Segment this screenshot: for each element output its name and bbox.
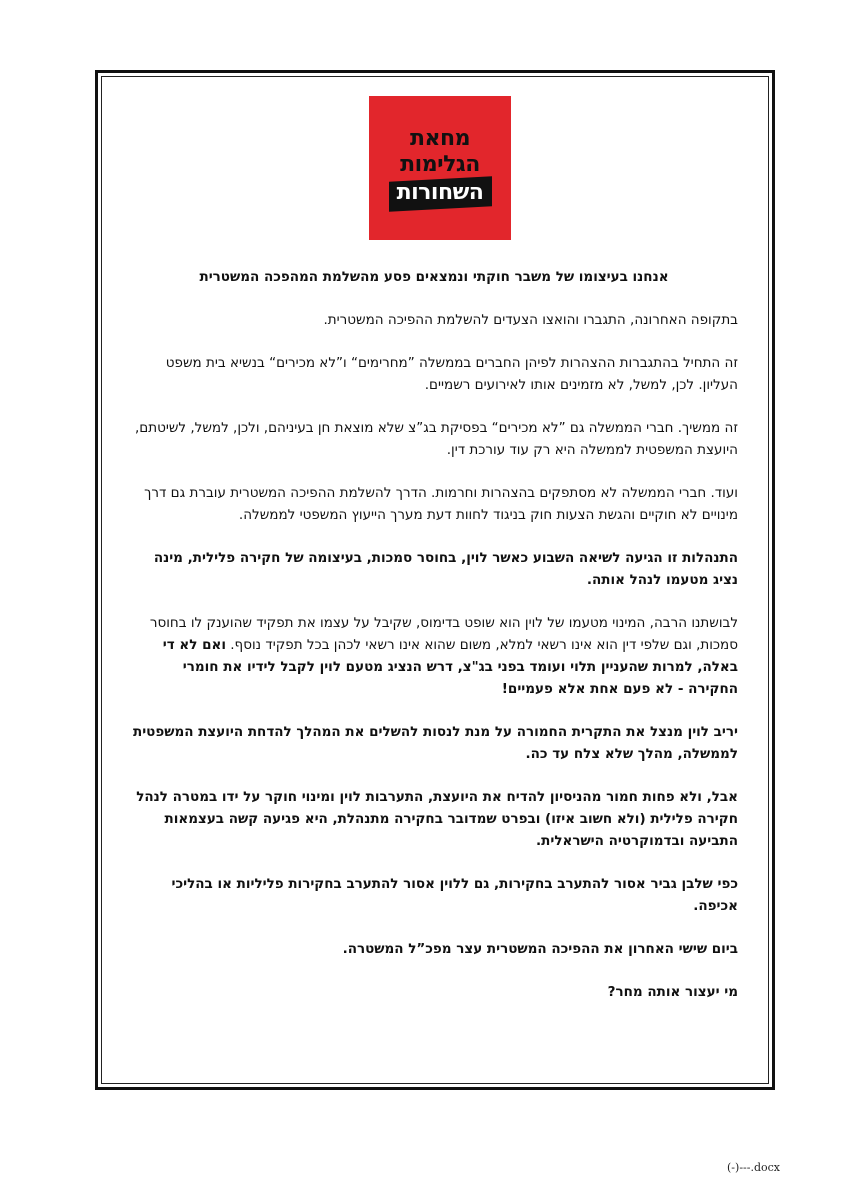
paragraph-2: זה התחיל בהתגברות ההצהרות לפיהן החברים בממשלה ”מחרימים“ ו”לא מכירים“ בנשיא בית משפט העליון. לכן, למשל, לא מזמינים אותו לאירועים רשמיים. <box>165 355 738 393</box>
paragraph-6-bold: ואם לא די באלה, למרות שהעניין תלוי ועומד בפני בג"צ, דרש הנציג מטעם לוין לקבל לידיו את חומרי החקירה - לא פעם אחת אלא פעמיים! <box>162 637 738 697</box>
paragraph-9: כפי שלבן גביר אסור להתערב בחקירות, גם ללוין אסור להתערב בחקירות פליליות או בהליכי אכיפה. <box>171 876 738 914</box>
logo-line-1: מחאת <box>409 126 471 151</box>
logo-line-3: השחורות <box>396 180 484 205</box>
paragraph-10: ביום שישי האחרון את ההפיכה המשטרית עצר מפכ”ל המשטרה. <box>342 941 738 957</box>
black-robes-protest-logo <box>369 96 511 240</box>
paragraph-5: התנהלות זו הגיעה לשיאה השבוע כאשר לוין, בחוסר סמכות, בעיצומה של חקירה פלילית, מינה נציג מטעמו לנהל אותה. <box>153 550 738 588</box>
document-headline: אנחנו בעיצומו של משבר חוקתי ונמצאים פסע מהשלמת המהפכה המשטרית <box>199 269 669 285</box>
logo-line-2: הגלימות <box>400 152 480 177</box>
paragraph-7: יריב לוין מנצל את התקרית החמורה על מנת לנסות להשלים את המהלך להדחת היועצת המשפטית לממשלה, מהלך שלא צלח עד כה. <box>132 724 738 762</box>
paragraph-6 <box>130 612 738 700</box>
footer-filename: (-)---.docx <box>727 1161 780 1174</box>
paragraph-6-plain: לבושתנו הרבה, המינוי מטעמו של לוין הוא שופט בדימוס, שקיבל על עצמו את תפקיד שהוענק לו בחוסר סמכות, וגם שלפי דין הוא אינו רשאי למלא, משום שהוא אינו רשאי לכהן בכל תפקיד נוסף. <box>149 615 738 653</box>
document-body <box>130 266 738 1024</box>
paragraph-1: בתקופה האחרונה, התגברו והואצו הצעדים להשלמת ההפיכה המשטרית. <box>323 312 738 328</box>
paragraph-8: אבל, ולא פחות חמור מהניסיון להדיח את היועצת, התערבות לוין ומינוי חוקר על ידו במטרה לנהל חקירה פלילית (ולא חשוב איזו) ובפרט שמדובר בחקירה מתנהלת, היא פגיעה קשה בעצמאות התביעה ובדמוקרטיה הישראלית. <box>136 789 738 849</box>
paragraph-4: ועוד. חברי הממשלה לא מסתפקים בהצהרות וחרמות. הדרך להשלמת ההפיכה המשטרית עוברת גם דרך מינויים לא חוקיים והגשת הצעות חוק בניגוד לחוות דעת מערך הייעוץ המשפטי לממשלה. <box>144 485 738 523</box>
paragraph-3: זה ממשיך. חברי הממשלה גם ”לא מכירים“ בפסיקת בג”צ שלא מוצאת חן בעיניהם, ולכן, למשל, לשיטתם, היועצת המשפטית לממשלה היא רק עוד עורכת דין. <box>134 420 738 458</box>
paragraph-11: מי יעצור אותה מחר? <box>607 984 738 1000</box>
